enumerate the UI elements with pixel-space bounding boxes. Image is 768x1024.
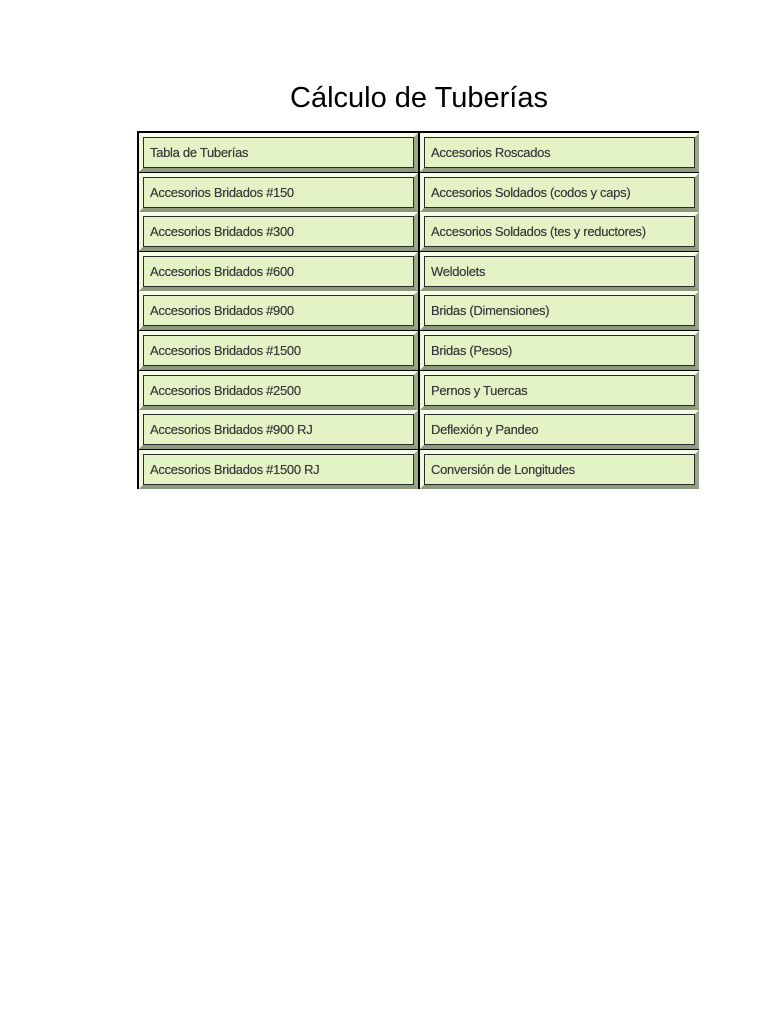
button-label: Accesorios Bridados #600 [150, 263, 294, 279]
menu-grid [137, 131, 699, 489]
soldados-codos-caps-button[interactable] [420, 173, 699, 212]
button-label: Bridas (Pesos) [431, 342, 513, 358]
button-label: Bridas (Dimensiones) [431, 303, 550, 319]
button-label: Accesorios Bridados #900 [150, 303, 294, 319]
pernos-tuercas-button[interactable] [420, 371, 699, 410]
deflexion-pandeo-button[interactable] [420, 410, 699, 449]
button-label: Accesorios Roscados [431, 145, 551, 160]
conversion-longitudes-button[interactable] [420, 450, 699, 489]
button-label: Weldolets [431, 263, 486, 279]
button-label: Accesorios Bridados #150 [150, 184, 294, 200]
button-label: Conversión de Longitudes [431, 461, 575, 477]
bridados-150-button[interactable] [139, 173, 418, 212]
button-label: Accesorios Bridados #1500 RJ [150, 461, 320, 477]
bridados-2500-button[interactable] [139, 371, 418, 410]
soldados-tes-reductores-button[interactable] [420, 212, 699, 251]
bridados-1500-rj-button[interactable] [139, 450, 418, 489]
button-label: Tabla de Tuberías [150, 145, 249, 160]
button-label: Accesorios Soldados (tes y reductores) [431, 224, 646, 240]
bridados-300-button[interactable] [139, 212, 418, 251]
bridados-900-rj-button[interactable] [139, 410, 418, 449]
bridas-pesos-button[interactable] [420, 331, 699, 370]
button-label: Accesorios Bridados #900 RJ [150, 422, 313, 438]
bridados-600-button[interactable] [139, 252, 418, 291]
button-label: Accesorios Soldados (codos y caps) [431, 184, 631, 200]
button-label: Accesorios Bridados #300 [150, 224, 294, 240]
button-label: Pernos y Tuercas [431, 382, 528, 398]
bridas-dimensiones-button[interactable] [420, 291, 699, 330]
weldolets-button[interactable] [420, 252, 699, 291]
accesorios-roscados-button[interactable] [420, 133, 699, 172]
button-label: Accesorios Bridados #1500 [150, 342, 301, 358]
button-label: Deflexión y Pandeo [431, 422, 539, 438]
button-label: Accesorios Bridados #2500 [150, 382, 301, 398]
bridados-1500-button[interactable] [139, 331, 418, 370]
bridados-900-button[interactable] [139, 291, 418, 330]
tabla-de-tuberias-button[interactable] [139, 133, 418, 172]
page-title: Cálculo de Tuberías [290, 82, 548, 114]
